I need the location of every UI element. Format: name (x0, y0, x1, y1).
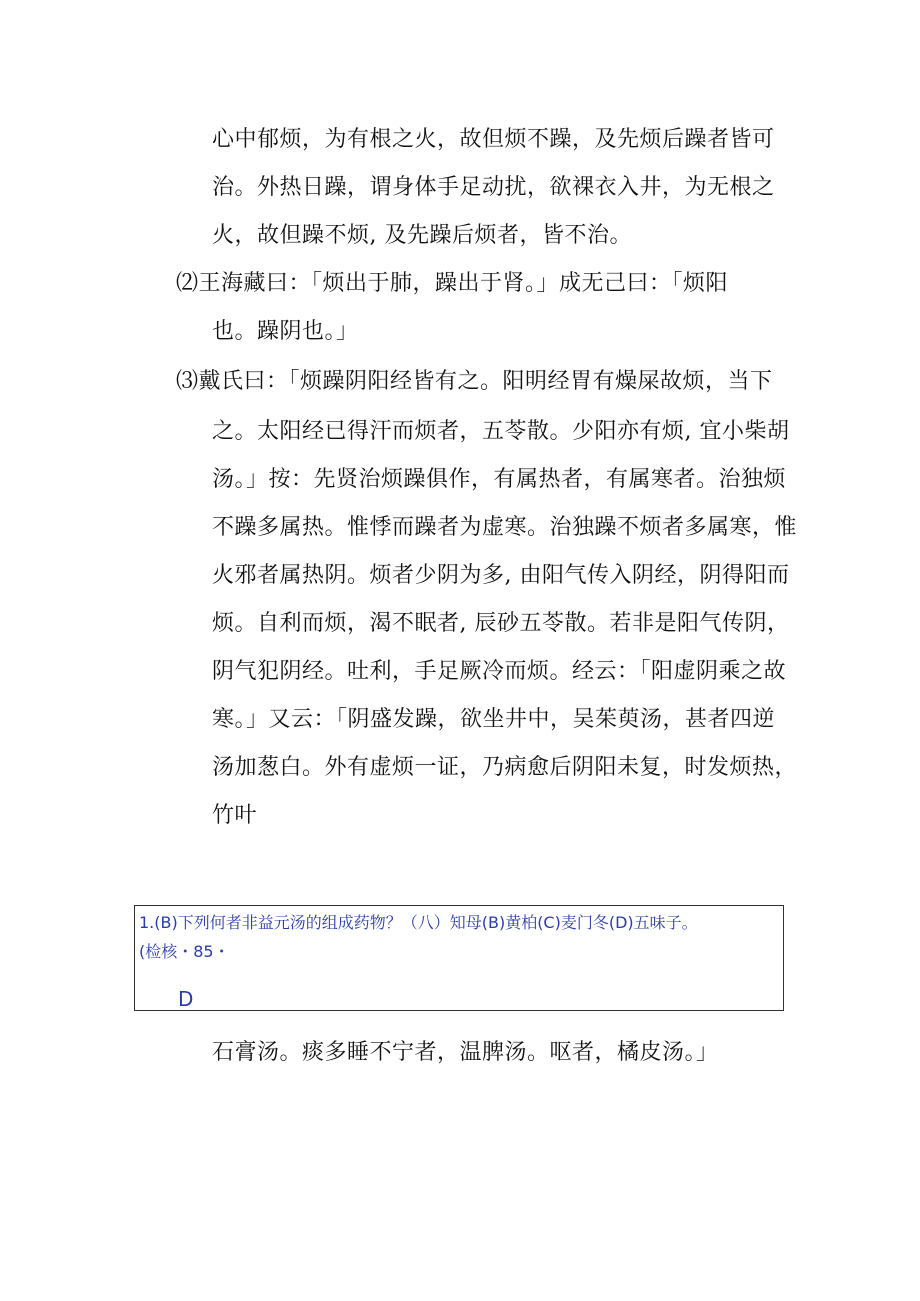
body-line-6: ⑶戴氏曰：「烦躁阴阳经皆有之。阳明经胃有燥屎故烦，当下 (176, 369, 773, 394)
body-line-5: 也。躁阴也。」 (212, 319, 359, 344)
body-line-10: 火邪者属热阴。烦者少阴为多, 由阳气传入阴经，阴得阳而 (212, 563, 790, 588)
body-line-12: 阴气犯阴经。吐利，手足厥冷而烦。经云：「阳虚阴乘之故 (212, 659, 787, 684)
question-text: 1.(B)下列何者非益元汤的组成药物？（八）知母(B)黄柏(C)麦门冬(D)五味子。 (139, 913, 698, 932)
body-line-7: 之。太阳经已得汗而烦者，五苓散。少阳亦有烦, 宜小柴胡 (212, 419, 790, 444)
body-line-3: 火，故但躁不烦, 及先躁后烦者，皆不治。 (212, 223, 632, 248)
body-line-1: 心中郁烦，为有根之火，故但烦不躁，及先烦后躁者皆可 (212, 127, 775, 152)
question-source: (检核・85・ (139, 942, 230, 961)
body-line-2: 治。外热日躁，谓身体手足动扰，欲裸衣入井，为无根之 (212, 175, 775, 200)
question-annotation-box (134, 905, 784, 1011)
body-line-after-box: 石膏汤。痰多睡不宁者，温脾汤。呕者，橘皮汤。」 (212, 1040, 719, 1065)
body-line-14: 汤加葱白。外有虚烦一证，乃病愈后阴阳未复，时发烦热， (212, 755, 798, 780)
body-line-4: ⑵王海藏曰：「烦出于肺，躁出于肾。」成无己曰：「烦阳 (176, 271, 729, 296)
body-line-9: 不躁多属热。惟悸而躁者为虚寒。治独躁不烦者多属寒，惟 (212, 515, 798, 540)
body-line-11: 烦。自利而烦，渴不眠者, 辰砂五苓散。若非是阳气传阴， (212, 611, 790, 636)
body-line-13: 寒。」又云：「阴盛发躁，欲坐井中，吴茱萸汤，甚者四逆 (212, 707, 776, 732)
question-answer: D (178, 987, 194, 1011)
body-line-15: 竹叶 (212, 803, 258, 828)
body-line-8: 汤。」按：先贤治烦躁俱作，有属热者，有属寒者。治独烦 (212, 467, 787, 492)
